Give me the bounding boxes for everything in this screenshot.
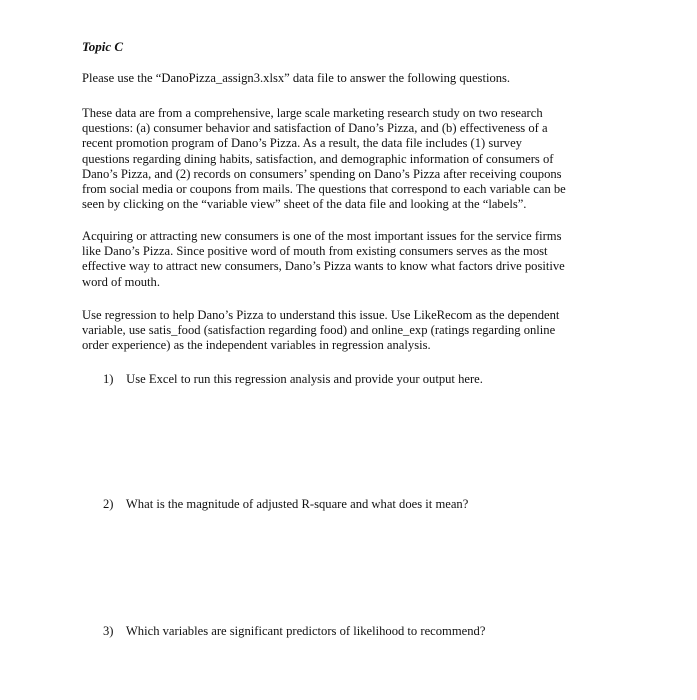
question-text: What is the magnitude of adjusted R-square and what does it mean? [125,497,469,511]
question-number: 3) [103,624,114,638]
data-description-paragraph [82,106,602,212]
regression-paragraph [82,308,602,354]
question-2 [103,497,468,512]
question-number: 2) [103,497,114,511]
acquire-line: Acquiring or attracting new consumers is one of the most important issues for the service firms [82,229,562,243]
data-description-line: Dano’s Pizza, and (2) records on consumers’ spending on Dano’s Pizza after receiving coupons [82,166,562,181]
acquire-line: effective way to attract new consumers, Dano’s Pizza wants to know what factors drive positive [82,259,565,274]
acquire-paragraph [82,229,602,290]
data-description-line: seen by clicking on the “variable view” sheet of the data file and looking at the “labels”. [82,197,527,212]
data-description-line: questions: (a) consumer behavior and satisfaction of Dano’s Pizza, and (b) effectiveness of a [82,121,548,136]
question-3 [103,624,485,639]
acquire-line: word of mouth. [82,274,161,289]
acquire-line: like Dano’s Pizza. Since positive word of mouth from existing consumers serves as the most [82,244,548,259]
question-text: Use Excel to run this regression analysis and provide your output here. [126,372,483,386]
regression-line: Use regression to help Dano’s Pizza to understand this issue. Use LikeRecom as the dependent [82,308,560,322]
topic-heading: Topic C [82,39,124,54]
data-description-line: These data are from a comprehensive, large scale marketing research study on two research [82,106,543,120]
data-description-line: questions regarding dining habits, satisfaction, and demographic information of consumers of [82,151,554,166]
data-description-line: recent promotion program of Dano’s Pizza. As a result, the data file includes (1) survey [82,136,522,151]
question-number: 1) [103,372,114,386]
regression-line: variable, use satis_food (satisfaction regarding food) and online_exp (ratings regarding online [82,323,556,338]
intro-line: Please use the “DanoPizza_assign3.xlsx” data file to answer the following questions. [82,71,511,85]
question-text: Which variables are significant predictors of likelihood to recommend? [125,624,486,638]
data-description-line: from social media or coupons from mails. The questions that correspond to each variable can be [82,182,566,197]
question-1 [103,372,483,387]
intro-paragraph [82,71,602,86]
regression-line: order experience) as the independent variables in regression analysis. [82,338,431,353]
